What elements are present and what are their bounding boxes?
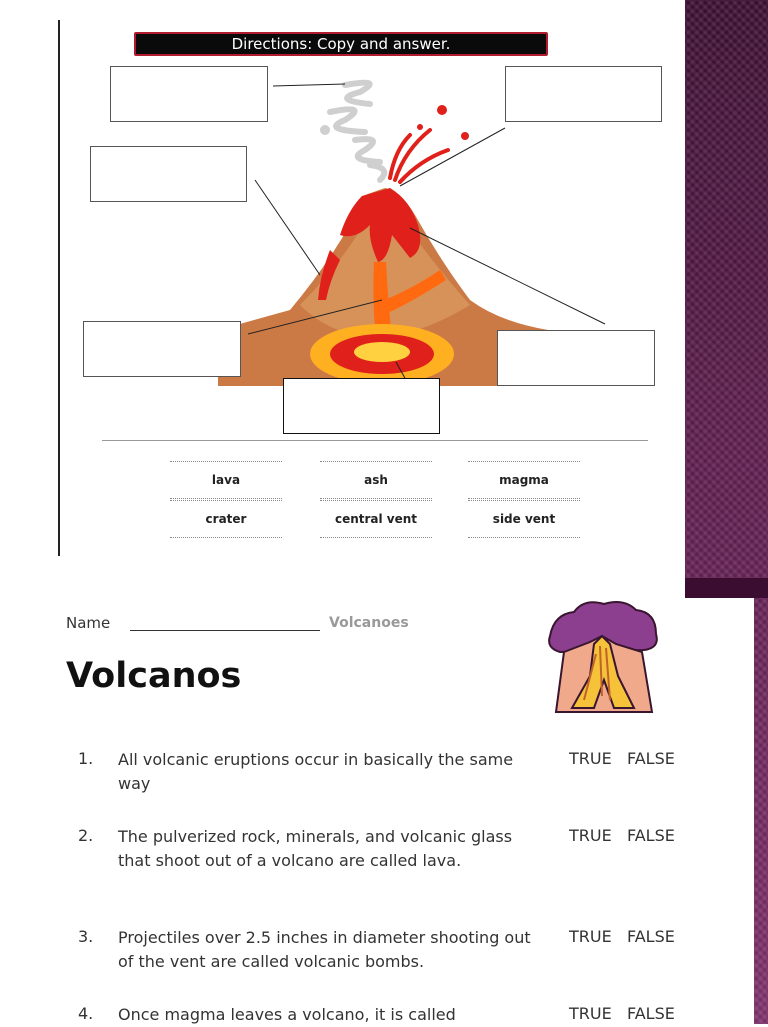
question-text: Once magma leaves a volcano, it is called xyxy=(118,1005,456,1024)
lava-spray xyxy=(390,130,448,182)
question-text: Projectiles over 2.5 inches in diameter shooting out of the vent are called volcanic bombs. xyxy=(118,928,531,971)
question-number: 4. xyxy=(78,1004,94,1023)
volcano-clipart-image xyxy=(544,596,662,716)
question-number: 2. xyxy=(78,826,94,845)
lava-bomb xyxy=(437,105,447,115)
directions-banner: Directions: Copy and answer. xyxy=(134,32,548,56)
question-text: All volcanic eruptions occur in basically the same way xyxy=(118,750,514,793)
subject-label: Volcanoes xyxy=(329,615,409,631)
word-bank-divider xyxy=(102,440,648,441)
true-option[interactable]: TRUE xyxy=(569,749,612,768)
answer-box-ash[interactable] xyxy=(110,66,268,122)
true-option[interactable]: TRUE xyxy=(569,826,612,845)
answer-box-crater[interactable] xyxy=(497,330,655,386)
ash-plume xyxy=(330,83,384,180)
true-option[interactable]: TRUE xyxy=(569,927,612,946)
answer-box-lava-bombs[interactable] xyxy=(505,66,662,122)
worksheet-title: Volcanos xyxy=(66,656,242,696)
answer-box-magma[interactable] xyxy=(283,378,440,434)
lava-bomb xyxy=(417,124,423,130)
word-bank-side-vent: side vent xyxy=(468,500,580,538)
true-option[interactable]: TRUE xyxy=(569,1004,612,1023)
false-option[interactable]: FALSE xyxy=(627,927,675,946)
answer-box-side-vent[interactable] xyxy=(83,321,241,377)
false-option[interactable]: FALSE xyxy=(627,749,675,768)
word-bank-crater: crater xyxy=(170,500,282,538)
name-line[interactable] xyxy=(130,630,320,631)
purple-band xyxy=(685,578,768,598)
word-bank-magma: magma xyxy=(468,461,580,499)
answer-box-lava[interactable] xyxy=(90,146,247,202)
name-label: Name xyxy=(66,614,111,632)
magma-glow xyxy=(354,342,410,362)
ash-puff xyxy=(320,125,330,135)
question-number: 3. xyxy=(78,927,94,946)
word-bank-central-vent: central vent xyxy=(320,500,432,538)
word-bank-lava: lava xyxy=(170,461,282,499)
false-option[interactable]: FALSE xyxy=(627,1004,675,1023)
question-number: 1. xyxy=(78,749,94,768)
volcano-diagram-worksheet xyxy=(0,0,685,560)
lava-bomb xyxy=(461,132,469,140)
question-text: The pulverized rock, minerals, and volcanic glass that shoot out of a volcano are called lava. xyxy=(118,827,513,870)
false-option[interactable]: FALSE xyxy=(627,826,675,845)
word-bank-ash: ash xyxy=(320,461,432,499)
